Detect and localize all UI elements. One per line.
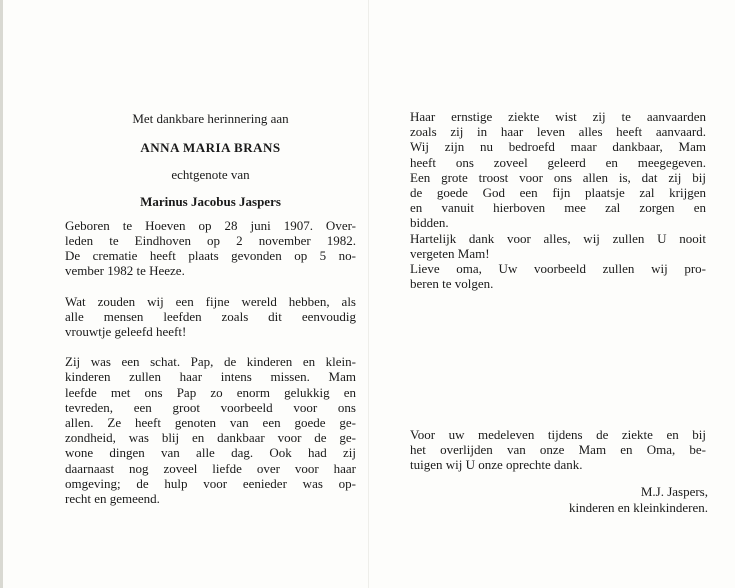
text-line: alle mensen leefden zoals dit eenvoudig: [65, 308, 356, 324]
text-line: omgeving; de hulp voor eenieder was op-: [65, 475, 356, 491]
text-line: Een grote troost voor ons allen is, dat zij bij: [410, 169, 706, 185]
text-line: vrouwtje geleefd heeft!: [65, 324, 187, 340]
birth-death-paragraph: [65, 218, 356, 279]
text-line: Haar ernstige ziekte wist zij te aanvaarden: [410, 109, 706, 124]
text-line: Wij zijn nu bedroefd maar dankbaar, Mam: [410, 139, 706, 155]
text-line: leefde met ons Pap zo enorm gelukkig en: [65, 384, 356, 400]
thanks-paragraph: [410, 427, 706, 473]
text-line: Hartelijk dank voor alles, wij zullen U nooit: [410, 230, 706, 246]
text-line: beren te volgen.: [410, 276, 494, 292]
husband-name: Marinus Jacobus Jaspers: [140, 193, 281, 209]
text-line: De crematie heeft plaats gevonden op 5 no-: [65, 248, 356, 264]
card-edge: [0, 0, 3, 588]
signature-name: M.J. Jaspers,: [640, 484, 708, 499]
text-line: zondheid, was blij en dankbaar voor de ge-: [65, 430, 356, 446]
text-line: Voor uw medeleven tijdens de ziekte en bij: [410, 427, 706, 442]
text-line: vember 1982 te Heeze.: [65, 263, 185, 279]
right-page: [410, 109, 706, 291]
signature-family: kinderen en kleinkinderen.: [569, 500, 708, 515]
text-line: recht en gemeend.: [65, 491, 160, 507]
text-line: en vanuit hierboven mee zal zorgen en: [410, 200, 706, 216]
relation-line: echtgenote van: [171, 167, 250, 183]
text-line: de goede God een fijn plaatsje zal krijgen: [410, 185, 706, 201]
text-line: allen. Ze heeft genoten van een goede ge-: [65, 415, 356, 431]
intro-line: Met dankbare herinnering aan: [132, 111, 289, 126]
world-paragraph: [65, 294, 356, 340]
text-line: daarnaast nog zoveel liefde over voor haar: [65, 460, 356, 476]
text-line: heeft ons zoveel geleerd en meegegeven.: [410, 154, 706, 170]
text-line: kinderen zullen haar intens missen. Mam: [65, 369, 356, 385]
text-line: vergeten Mam!: [410, 245, 490, 261]
deceased-name: ANNA MARIA BRANS: [140, 140, 281, 156]
text-line: Wat zouden wij een fijne wereld hebben, als: [65, 293, 356, 309]
illness-paragraph: [410, 109, 706, 291]
text-line: bidden.: [410, 215, 449, 231]
text-line: Geboren te Hoeven op 28 juni 1907. Over-: [65, 217, 356, 233]
text-line: wone dingen van alle dag. Ook had zij: [65, 445, 356, 461]
treasure-paragraph: [65, 354, 356, 506]
text-line: Zij was een schat. Pap, de kinderen en klein-: [65, 354, 356, 370]
text-line: zoals zij in haar leven alles heeft aanvaard.: [410, 124, 706, 140]
text-line: Lieve oma, Uw voorbeeld zullen wij pro-: [410, 261, 706, 277]
text-line: het overlijden van onze Mam en Oma, be-: [410, 442, 706, 458]
text-line: tevreden, een groot voorbeeld voor ons: [65, 399, 356, 415]
card-fold-line: [368, 0, 369, 588]
text-line: leden te Eindhoven op 2 november 1982.: [65, 233, 356, 249]
signature-block: [410, 484, 708, 516]
text-line: tuigen wij U onze oprechte dank.: [410, 457, 583, 473]
left-page: [65, 111, 356, 506]
